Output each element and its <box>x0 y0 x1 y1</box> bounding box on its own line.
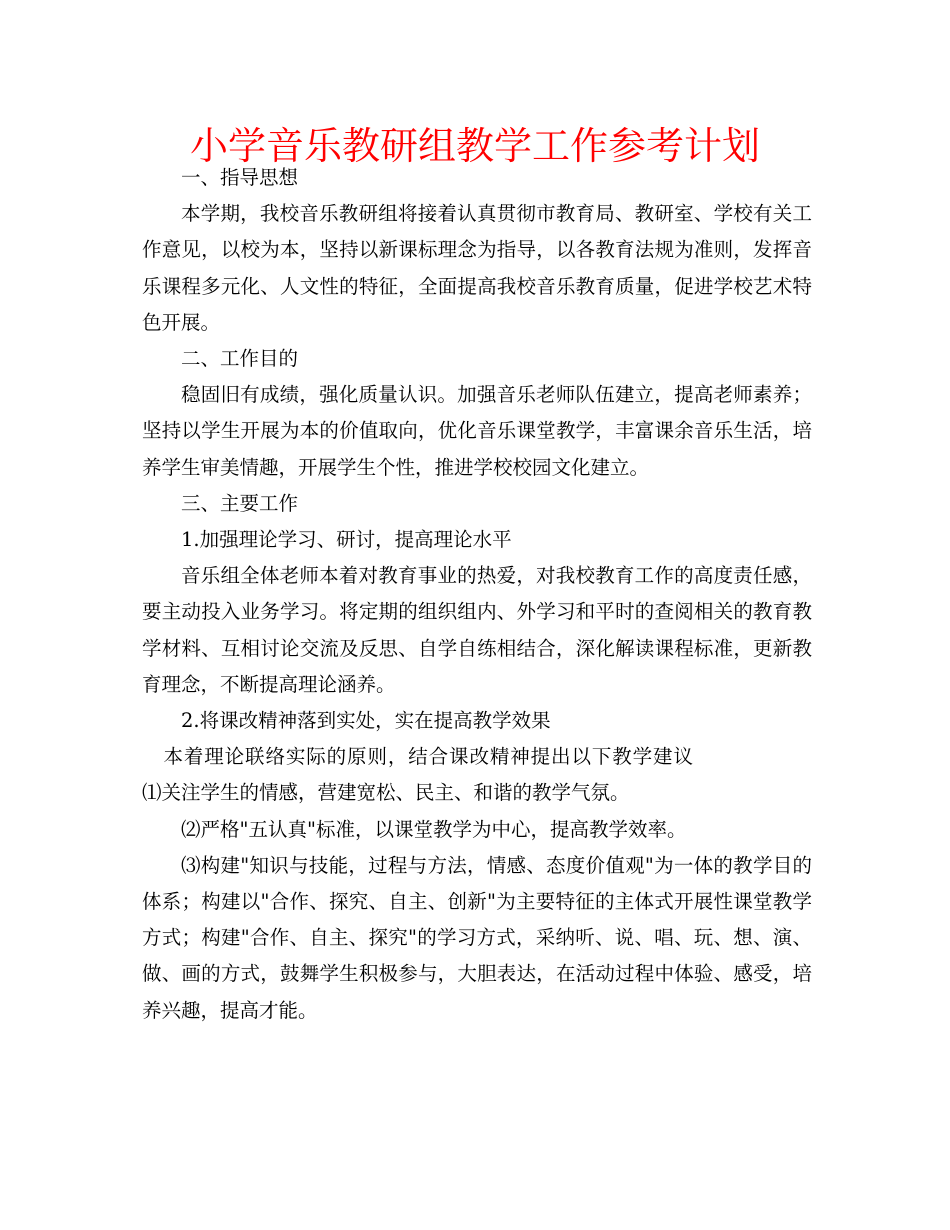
subheading-curriculum-reform: 2.将课改精神落到实处，实在提高教学效果 <box>181 709 551 733</box>
list-item-2: ⑵严格"五认真"标准，以课堂教学为中心，提高教学效率。 <box>181 817 687 841</box>
document-title: 小学音乐教研组教学工作参考计划 <box>189 124 760 168</box>
subheading-theory-study: 1.加强理论学习、研讨，提高理论水平 <box>181 528 512 552</box>
document-body <box>142 160 812 1029</box>
list-item-1: ⑴关注学生的情感，营建宽松、民主、和谐的教学气氛。 <box>142 781 630 805</box>
section-heading-guiding-ideology: 一、指导思想 <box>181 166 299 189</box>
section-heading-main-work: 三、主要工作 <box>181 491 299 515</box>
paragraph-teaching-suggestions-intro: 本着理论联络实际的原则，结合课改精神提出以下教学建议 <box>163 745 694 769</box>
section-heading-work-goals: 二、工作目的 <box>181 347 299 371</box>
paragraph-work-goals: 稳固旧有成绩，强化质量认识。加强音乐老师队伍建立，提高老师素养；坚持以学生开展为本的价值取向，优化音乐课堂教学，丰富课余音乐生活，培养学生审美情趣，开展学生个性，推进学校校园文化建立。 <box>142 383 812 479</box>
list-item-3: ⑶构建"知识与技能，过程与方法，情感、态度价值观"为一体的教学目的体系；构建以"合作、探究、自主、创新"为主要特征的主体式开展性课堂教学方式；构建"合作、自主、探究"的学习方式，采纳听、说、唱、玩、想、演、做、画的方式，鼓舞学生积极参与，大胆表达，在活动过程中体验、感受，培养兴趣，提高才能。 <box>142 853 812 1022</box>
paragraph-guiding-ideology: 本学期，我校音乐教研组将接着认真贯彻市教育局、教研室、学校有关工作意见，以校为本，坚持以新课标理念为指导，以各教育法规为准则，发挥音乐课程多元化、人文性的特征，全面提高我校音乐教育质量，促进学校艺术特色开展。 <box>142 202 812 334</box>
paragraph-theory-study: 音乐组全体老师本着对教育事业的热爱，对我校教育工作的高度责任感，要主动投入业务学习。将定期的组织组内、外学习和平时的查阅相关的教育教学材料、互相讨论交流及反思、自学自练相结合，深化解读课程标准，更新教育理念，不断提高理论涵养。 <box>142 564 812 696</box>
